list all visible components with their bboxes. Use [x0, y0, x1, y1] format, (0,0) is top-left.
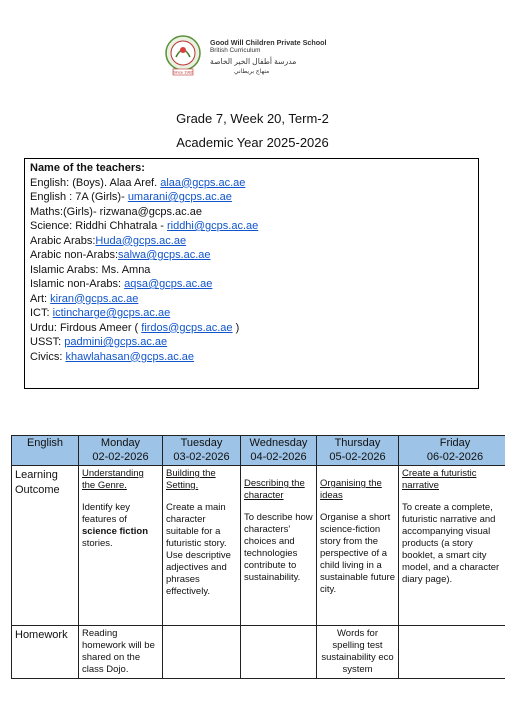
teacher-row: [30, 321, 473, 336]
day-name: Monday: [100, 437, 141, 449]
teacher-row: [30, 176, 473, 191]
teacher-label: USST:: [30, 336, 65, 348]
school-curriculum-ar: منهاج بريطاني: [234, 69, 270, 75]
teacher-row: [30, 219, 473, 234]
outcome-text-post: stories.: [82, 538, 113, 549]
teacher-label: Maths:(Girls)- rizwana@gcps.ac.ae: [30, 205, 202, 218]
outcome-text-bold: science fiction: [82, 526, 148, 537]
teacher-row: [30, 292, 473, 307]
teacher-row: [30, 263, 473, 278]
teacher-email-link[interactable]: ictincharge@gcps.ac.ae: [52, 307, 171, 319]
homework-monday: Reading homework will be shared on the class Dojo.: [79, 626, 163, 679]
outcome-title: Create a futuristic narrative: [402, 468, 477, 491]
table-header-row: [12, 436, 505, 466]
school-name-en: Good Will Children Private School: [210, 38, 327, 47]
homework-wednesday: [241, 626, 317, 679]
learning-outcome-label: Learning Outcome: [12, 466, 79, 626]
teachers-list: [30, 176, 473, 365]
homework-label: Homework: [12, 626, 79, 679]
teacher-row: [30, 306, 473, 321]
teacher-row: [30, 350, 473, 365]
teacher-row: [30, 205, 473, 220]
outcome-title: Understanding the Genre.: [82, 468, 144, 491]
day-name: Tuesday: [180, 437, 223, 449]
teacher-label: Islamic non-Arabs:: [30, 278, 125, 290]
teacher-email-link[interactable]: aqsa@gcps.ac.ae: [124, 278, 213, 290]
teacher-email-link[interactable]: umarani@gcps.ac.ae: [127, 191, 232, 203]
homework-thursday: Words for spelling test sustainability eco system: [317, 626, 399, 679]
outcome-friday: [399, 466, 505, 626]
teacher-email-link[interactable]: riddhi@gcps.ac.ae: [166, 220, 259, 232]
day-date: 02-02-2026: [92, 450, 149, 463]
day-date: 06-02-2026: [426, 450, 484, 463]
grade-week-heading: Grade 7, Week 20, Term-2: [176, 111, 329, 126]
teachers-box: [24, 158, 479, 389]
teacher-email-link[interactable]: firdos@gcps.ac.ae: [141, 321, 233, 334]
outcome-title: Describing the character: [244, 478, 305, 501]
outcome-text: Create a main character suitable for a futuristic story. Use descriptive adjectives and phrases effectively.: [166, 502, 231, 597]
day-header-monday: [79, 436, 163, 466]
day-header-tuesday: [163, 436, 241, 466]
outcome-wednesday: [241, 466, 317, 626]
day-header-wednesday: [241, 436, 317, 466]
outcome-text: To describe how characters' choices and technologies contribute to sustainability.: [244, 512, 313, 583]
outcome-monday: [79, 466, 163, 626]
day-header-thursday: [317, 436, 399, 466]
teacher-label: Civics:: [30, 350, 66, 363]
outcome-tuesday: [163, 466, 241, 626]
teacher-row: [30, 234, 473, 249]
teacher-label: Islamic Arabs: Ms. Amna: [30, 263, 151, 276]
outcome-title: Building the Setting.: [166, 468, 216, 491]
teacher-email-link[interactable]: khawlahasan@gcps.ac.ae: [65, 350, 195, 363]
teacher-label: Urdu: Firdous Ameer (: [30, 321, 142, 334]
outcome-thursday: [317, 466, 399, 626]
teacher-label: Arabic Arabs:: [30, 234, 96, 247]
day-name: Thursday: [334, 437, 381, 449]
teacher-label: English : 7A (Girls)-: [30, 191, 128, 203]
teacher-row: [30, 335, 473, 350]
outcome-text: Organise a short science-fiction story from the perspective of a child living in a sustainable future city.: [320, 512, 395, 595]
homework-tuesday: [163, 626, 241, 679]
teacher-email-link[interactable]: alaa@gcps.ac.ae: [160, 176, 246, 189]
teacher-suffix: ): [232, 321, 240, 334]
outcome-title: Organising the ideas: [320, 478, 382, 501]
academic-year-heading: Academic Year 2025-2026: [176, 135, 329, 150]
teacher-row: [30, 248, 473, 263]
homework-friday: [399, 626, 505, 679]
teacher-label: Arabic non-Arabs:: [30, 249, 119, 261]
teacher-email-link[interactable]: padmini@gcps.ac.ae: [64, 336, 168, 348]
teacher-email-link[interactable]: salwa@gcps.ac.ae: [118, 249, 211, 261]
day-date: 05-02-2026: [329, 450, 386, 463]
teacher-row: [30, 190, 473, 205]
teacher-label: ICT:: [30, 307, 53, 319]
teacher-label: English: (Boys). Alaa Aref.: [30, 176, 161, 189]
day-date: 03-02-2026: [173, 450, 230, 463]
school-curriculum-en: British Curriculum: [210, 47, 261, 54]
learning-outcome-row: [12, 466, 505, 626]
teacher-email-link[interactable]: Huda@gcps.ac.ae: [95, 234, 187, 247]
teacher-email-link[interactable]: kiran@gcps.ac.ae: [50, 292, 139, 305]
teacher-label: Science: Riddhi Chhatrala -: [30, 220, 167, 232]
outcome-text: To create a complete, futuristic narrative and accompanying visual products (a story booklet, a smart city model, and a character diary page).: [402, 502, 500, 585]
homework-row: [12, 626, 505, 679]
school-crest-icon: [160, 33, 206, 77]
subject-header: English: [12, 436, 79, 466]
day-header-friday: [399, 436, 505, 466]
teacher-row: [30, 277, 473, 292]
teacher-label: Art:: [30, 292, 51, 305]
day-name: Friday: [439, 437, 471, 449]
weekly-plan-table: [11, 435, 505, 679]
teachers-title: Name of the teachers:: [30, 162, 145, 174]
school-logo: [160, 33, 350, 79]
school-name-ar: مدرسة أطفال الخير الخاصة: [210, 57, 297, 66]
outcome-text-pre: Identify key features of: [82, 502, 131, 525]
badge-text: Since 1982: [172, 69, 194, 75]
day-name: Wednesday: [249, 437, 308, 449]
day-date: 04-02-2026: [250, 450, 307, 463]
